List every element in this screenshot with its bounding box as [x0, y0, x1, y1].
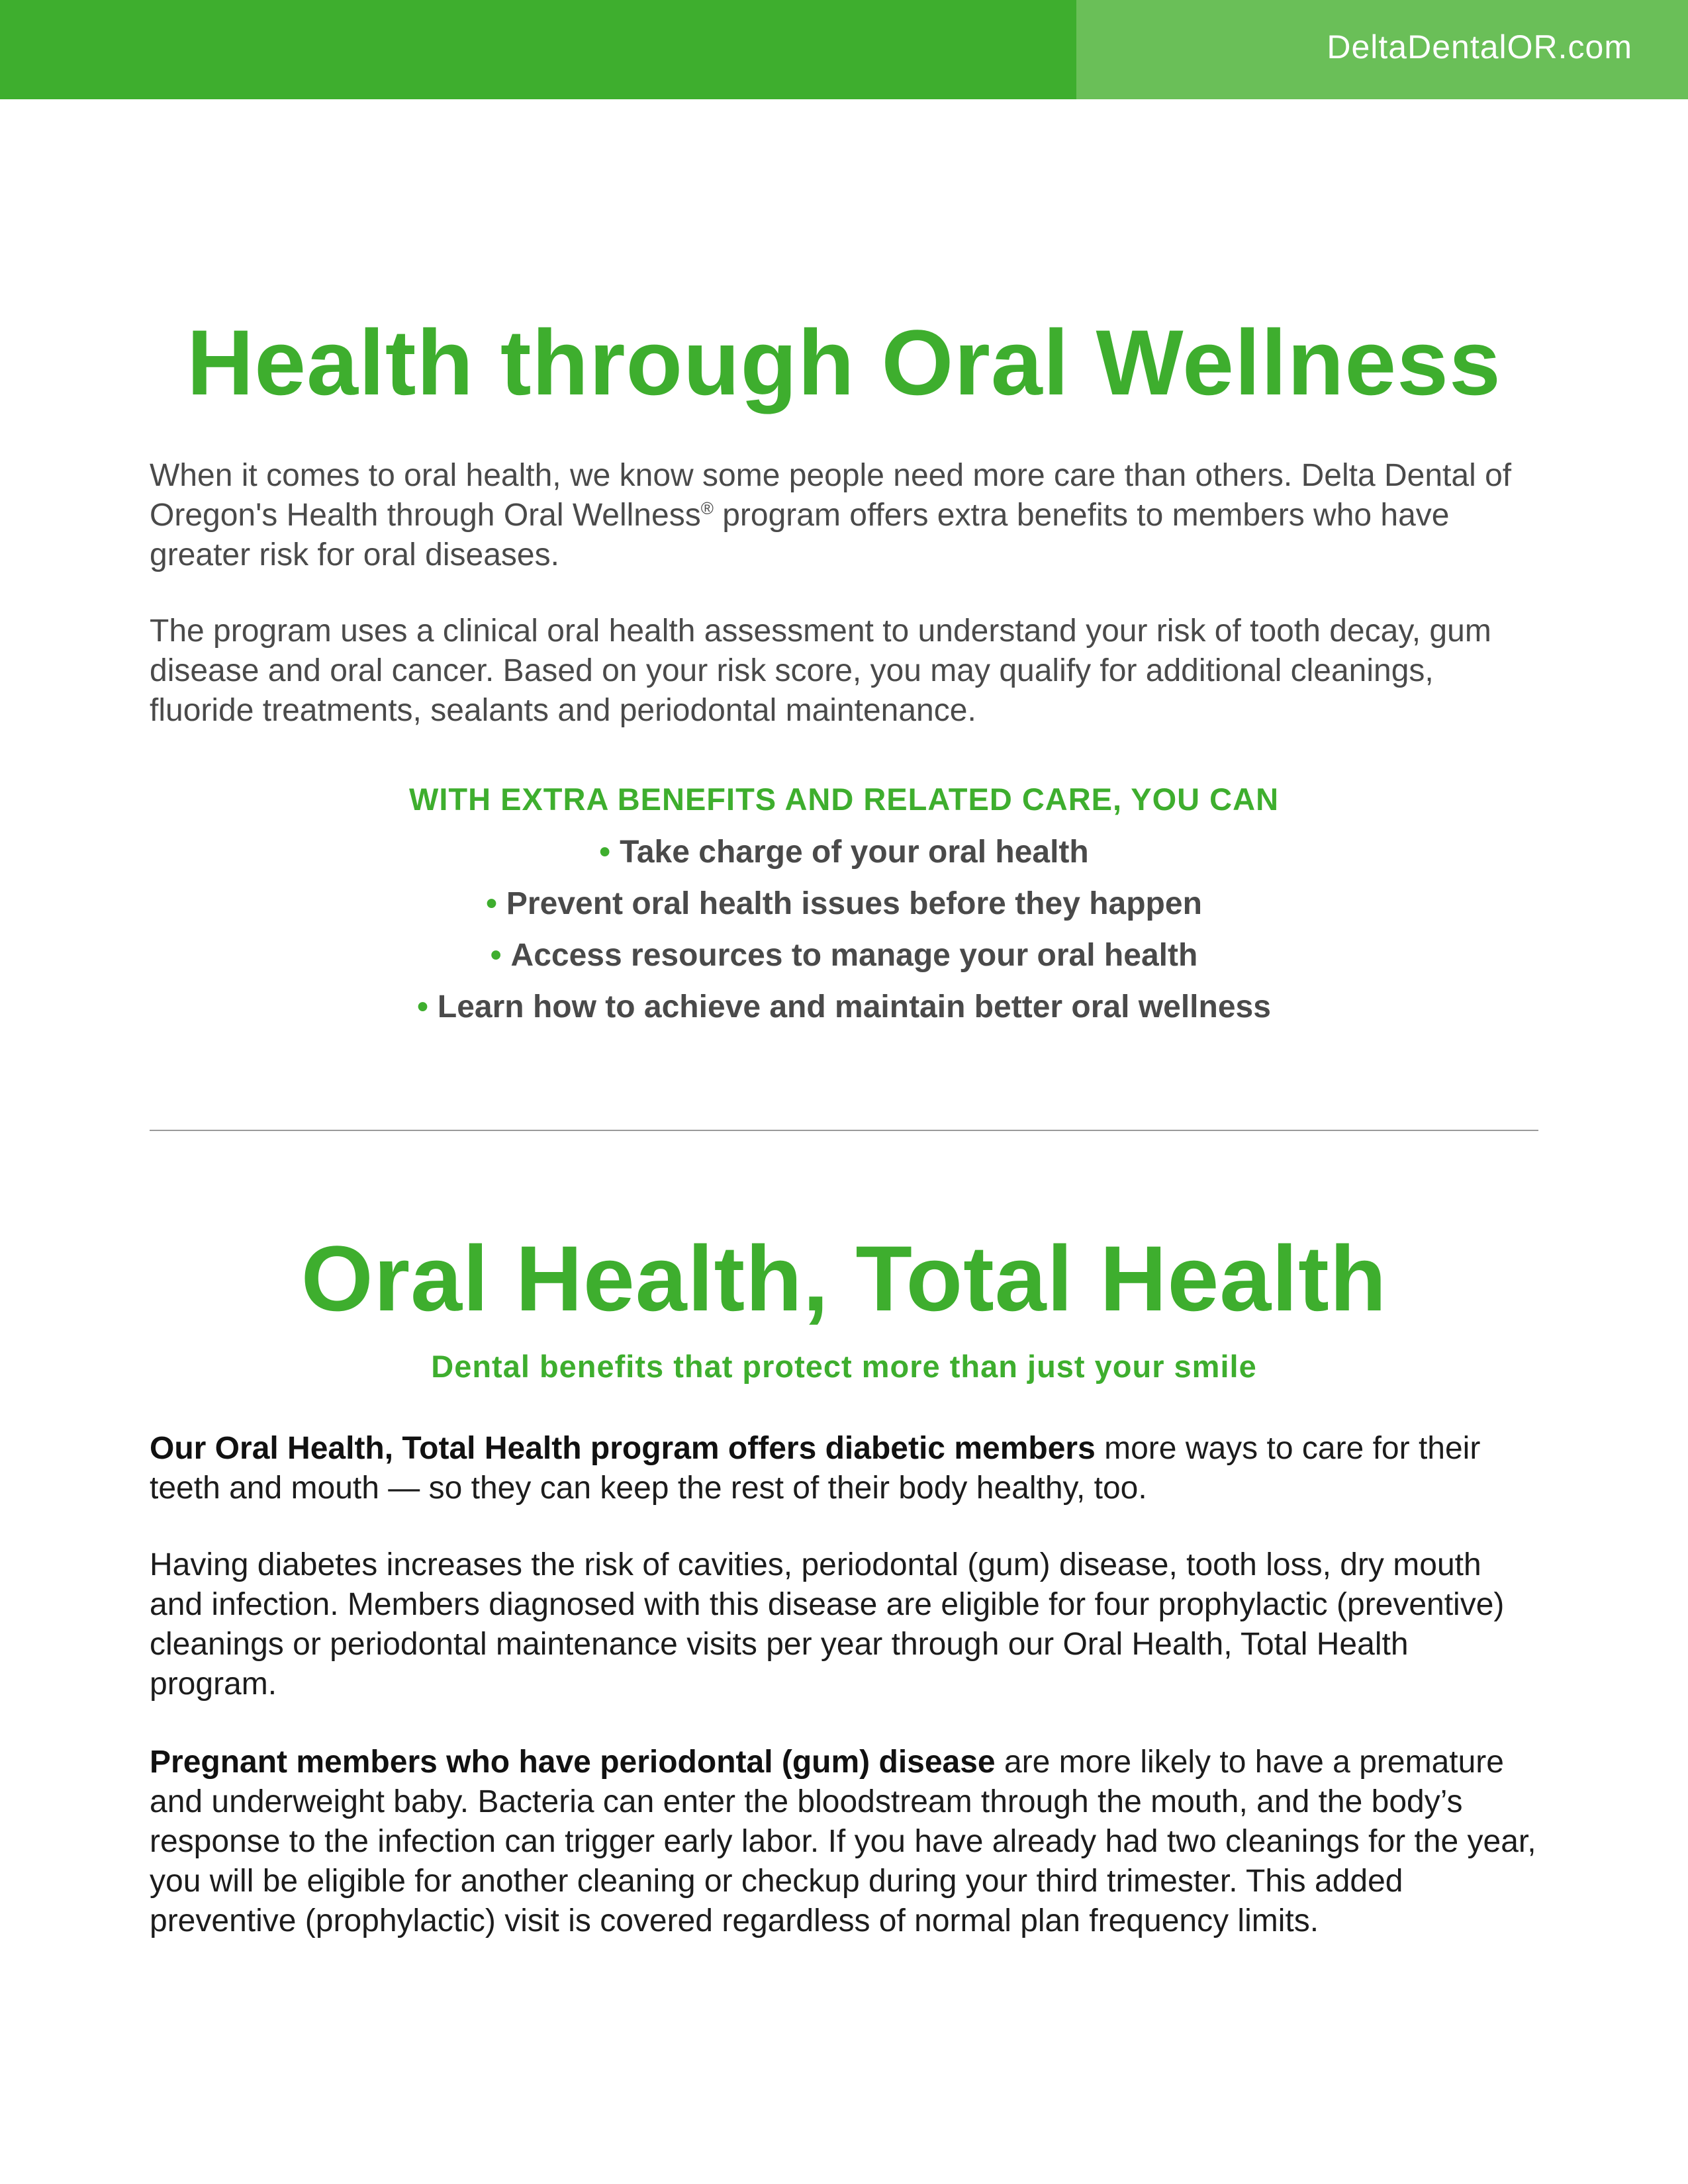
diabetic-members-paragraph [150, 1429, 1538, 1508]
section1-program-paragraph: The program uses a clinical oral health assessment to understand your risk of tooth decay, gum disease and oral cancer. Based on your risk score, you may qualify for additional cleanings, fluoride treatments, sealants and periodontal maintenance. [150, 614, 1491, 728]
bullet-dot-icon: • [486, 886, 497, 921]
pregnant-members-lead: Pregnant members who have periodontal (gum) disease [150, 1745, 996, 1780]
site-url-link[interactable]: DeltaDentalOR.com [1327, 28, 1632, 66]
list-item [150, 930, 1538, 981]
pregnant-members-paragraph [150, 1743, 1538, 1941]
bullet-dot-icon: • [599, 835, 611, 870]
bullet-text: Learn how to achieve and maintain better oral wellness [437, 989, 1271, 1024]
bullet-dot-icon: • [417, 989, 428, 1024]
bullet-text: Take charge of your oral health [620, 835, 1089, 870]
registered-mark: ® [700, 498, 714, 518]
section-divider [150, 1130, 1538, 1131]
diabetic-members-text: more ways to care for their teeth and mouth — so they can keep the rest of their body healthy, too. [150, 1431, 1481, 1506]
benefits-bullet-list [150, 827, 1538, 1033]
list-item [150, 878, 1538, 930]
pregnant-members-text: are more likely to have a premature and underweight baby. Bacteria can enter the bloodstream through the mouth, and the body’s response to the infection can trigger early labor. If you have already had two cleanings for the year, you will be eligible for another cleaning or checkup during your third trimester. This added preventive (prophylactic) visit is covered regardless of normal plan frequency limits. [150, 1745, 1536, 1938]
page-content [150, 0, 1538, 2184]
diabetic-members-lead: Our Oral Health, Total Health program offers diabetic members [150, 1431, 1096, 1466]
list-item [150, 981, 1538, 1033]
bullet-text: Access resources to manage your oral health [510, 938, 1198, 973]
section2-subtitle: Dental benefits that protect more than just your smile [431, 1349, 1257, 1384]
bullet-text: Prevent oral health issues before they happen [506, 886, 1202, 921]
bullet-dot-icon: • [490, 938, 502, 973]
section1-title: Health through Oral Wellness [187, 310, 1501, 414]
section1-intro-text-a: When it comes to oral health, we know some people need more care than others. Delta Dental of Oregon's Health through Oral Wellness [150, 458, 1512, 533]
section1-intro-paragraph [150, 456, 1538, 575]
list-item [150, 827, 1538, 878]
section1-intro-text-b: program offers extra benefits to members who have greater risk for oral diseases. [150, 498, 1450, 572]
section2-title: Oral Health, Total Health [301, 1226, 1387, 1330]
diabetes-risk-paragraph: Having diabetes increases the risk of cavities, periodontal (gum) disease, tooth loss, dry mouth and infection. Members diagnosed with this disease are eligible for four prophylactic (preventive) cleanings or periodontal maintenance visits per year through our Oral Health, Total Health program. [150, 1547, 1505, 1702]
benefits-callout-heading: WITH EXTRA BENEFITS AND RELATED CARE, YOU CAN [408, 782, 1280, 817]
